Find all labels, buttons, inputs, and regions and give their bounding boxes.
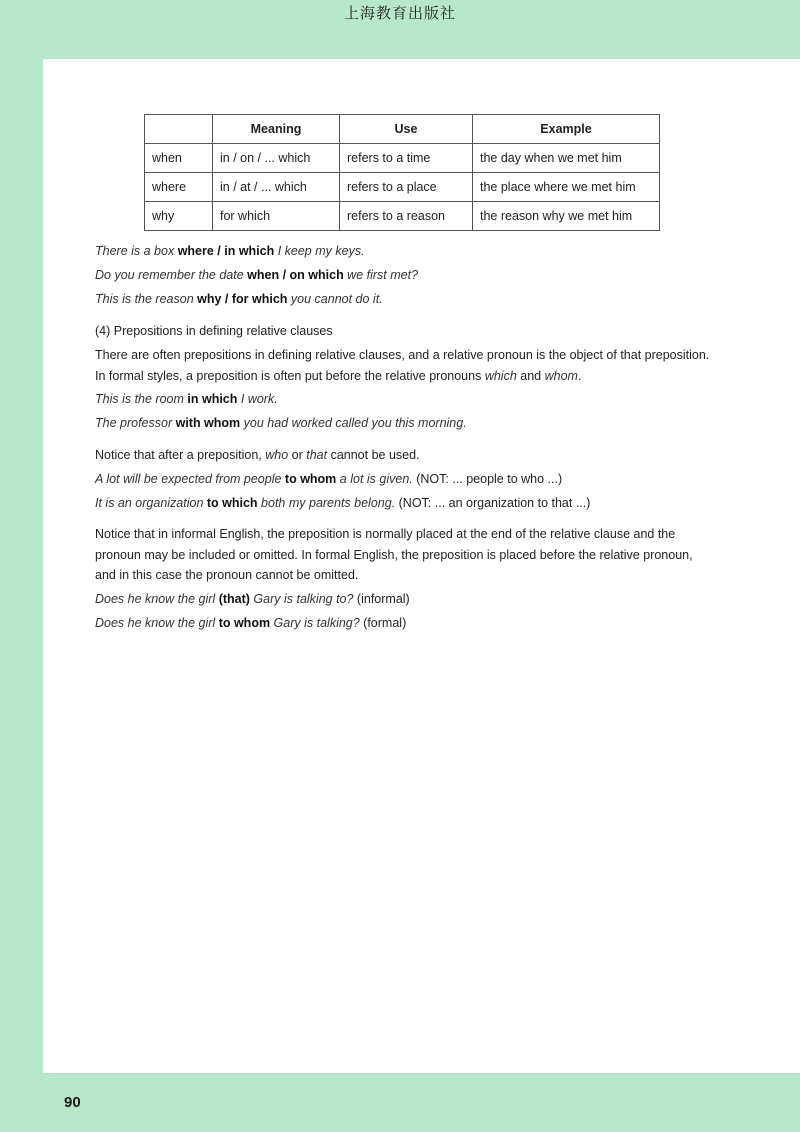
table-cell: the place where we met him — [473, 173, 660, 202]
table-cell: for which — [213, 202, 340, 231]
example-sentence: There is a box where / in which I keep my keys. — [95, 244, 365, 258]
table-header-cell — [145, 115, 213, 144]
table-cell: the day when we met him — [473, 144, 660, 173]
example-sentence: This is the room in which I work. — [95, 392, 278, 406]
example-sentence: It is an organization to which both my parents belong. (NOT: ... an organization to that ...) — [95, 496, 591, 510]
relative-adverbs-table — [144, 114, 660, 231]
table-header-cell: Example — [473, 115, 660, 144]
table-header-cell: Meaning — [213, 115, 340, 144]
table-cell: refers to a place — [340, 173, 473, 202]
table-row — [145, 202, 660, 231]
example-sentence: The professor with whom you had worked called you this morning. — [95, 416, 467, 430]
table-cell: the reason why we met him — [473, 202, 660, 231]
table-cell: in / at / ... which — [213, 173, 340, 202]
page-content — [43, 59, 800, 1073]
paragraph: There are often prepositions in defining relative clauses, and a relative pronoun is the object of that preposition. In formal styles, a preposition is often put before the relative pronouns which and whom. — [95, 348, 710, 383]
section-heading: (4) Prepositions in defining relative clauses — [95, 324, 333, 338]
example-sentence: Do you remember the date when / on which we first met? — [95, 268, 419, 282]
example-sentence: A lot will be expected from people to whom a lot is given. (NOT: ... people to who ...) — [95, 472, 563, 486]
paragraph: Notice that after a preposition, who or that cannot be used. — [95, 448, 420, 462]
page-number: 90 — [64, 1094, 81, 1111]
table-row — [145, 173, 660, 202]
table-header-row — [145, 115, 660, 144]
example-sentence: Does he know the girl (that) Gary is talking to? (informal) — [95, 592, 410, 606]
example-sentence: Does he know the girl to whom Gary is talking? (formal) — [95, 616, 407, 630]
publisher-header: 上海教育出版社 — [343, 4, 456, 22]
table-row — [145, 144, 660, 173]
table-cell: when — [145, 144, 213, 173]
table-cell: where — [145, 173, 213, 202]
table-cell: why — [145, 202, 213, 231]
table-cell: in / on / ... which — [213, 144, 340, 173]
paragraph: Notice that in informal English, the preposition is normally placed at the end of the relative clause and the pronoun may be included or omitted. In formal English, the preposition is placed before the relative pronoun, and in this case the pronoun cannot be omitted. — [95, 527, 693, 582]
table-header-cell: Use — [340, 115, 473, 144]
table-cell: refers to a reason — [340, 202, 473, 231]
table-cell: refers to a time — [340, 144, 473, 173]
example-sentence: This is the reason why / for which you cannot do it. — [95, 292, 383, 306]
